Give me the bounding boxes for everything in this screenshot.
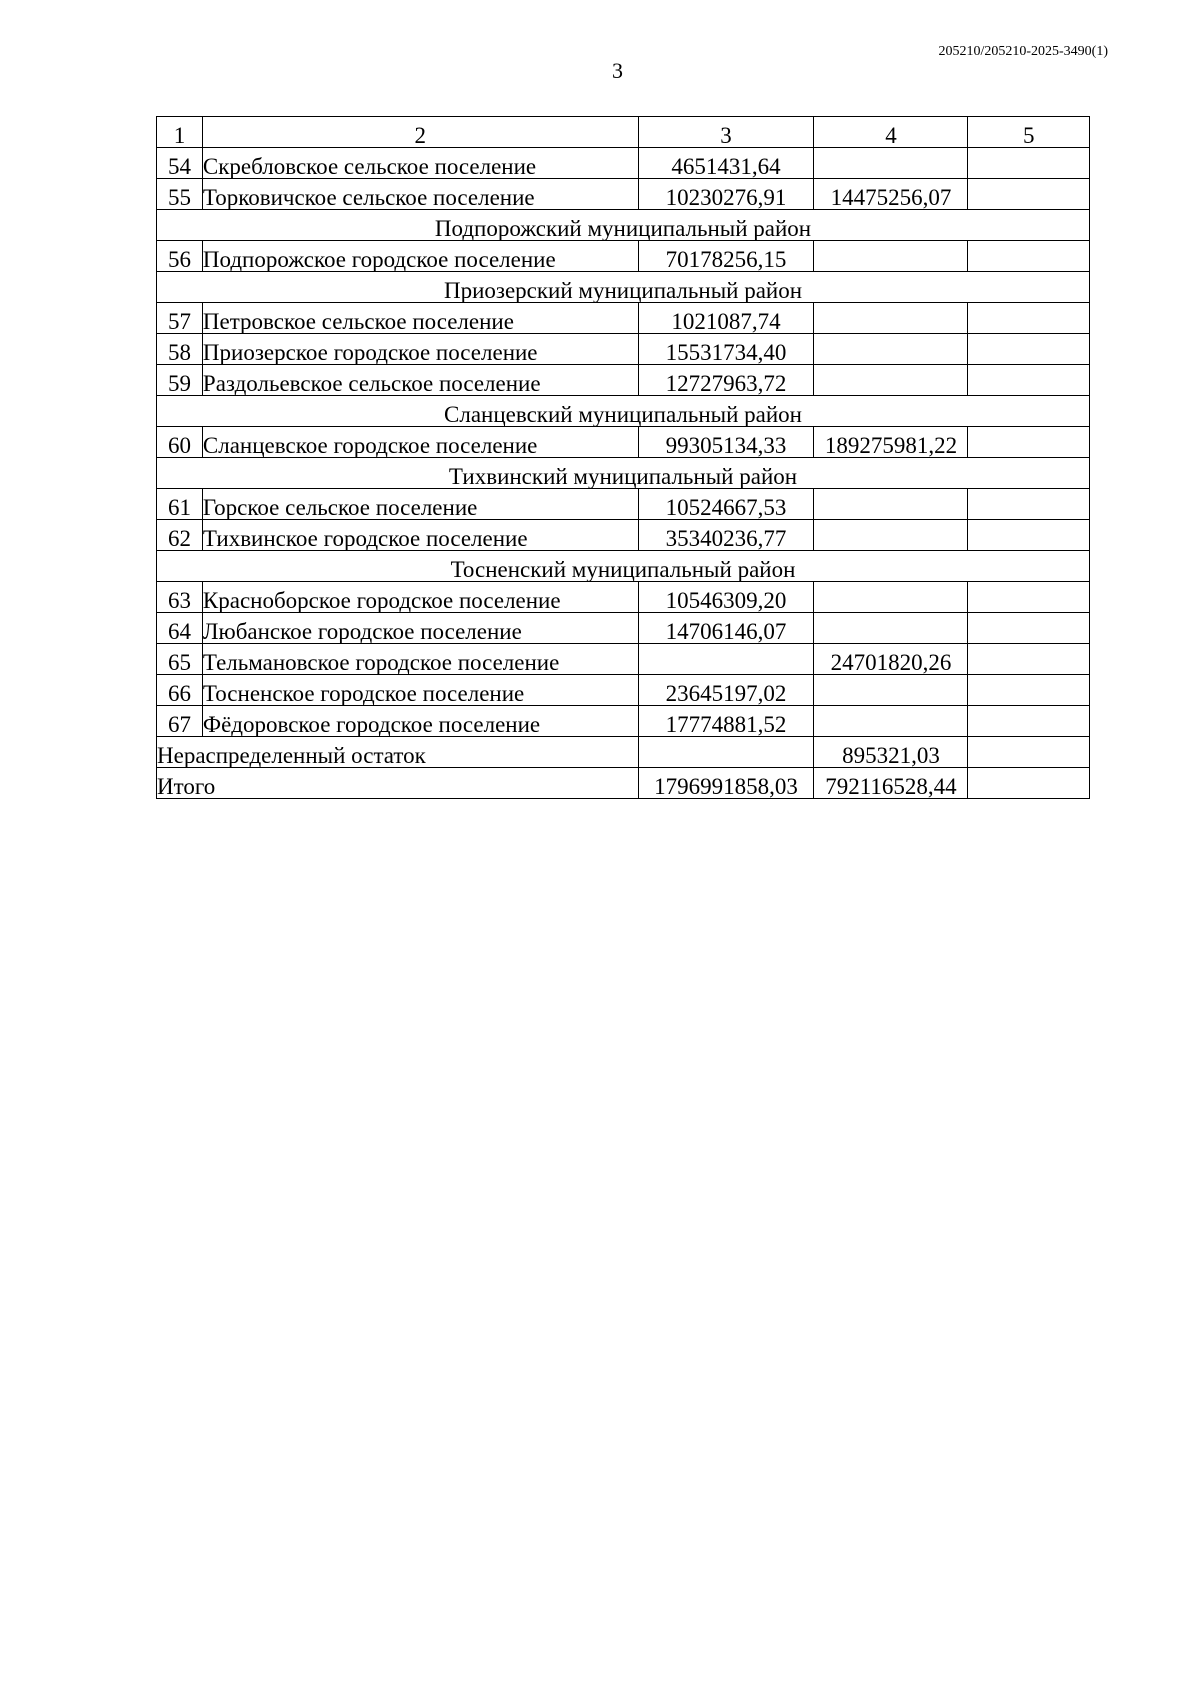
- table-row: [157, 582, 1090, 613]
- col4-value-cell: [814, 706, 968, 737]
- col4-value-cell: [814, 303, 968, 334]
- district-heading-row: [157, 272, 1090, 303]
- row-number-cell: 63: [157, 582, 203, 613]
- settlement-name-cell: Тосненское городское поселение: [202, 675, 638, 706]
- district-heading-row: [157, 458, 1090, 489]
- col5-value-cell: [968, 148, 1090, 179]
- col5-value-cell: [968, 520, 1090, 551]
- district-heading-cell: Тихвинский муниципальный район: [157, 458, 1090, 489]
- settlement-name-cell: Красноборское городское поселение: [202, 582, 638, 613]
- col5-value-cell: [968, 613, 1090, 644]
- settlement-name-cell: Раздольевское сельское поселение: [202, 365, 638, 396]
- header-cell: 5: [968, 117, 1090, 148]
- col5-value-cell: [968, 706, 1090, 737]
- row-number-cell: 54: [157, 148, 203, 179]
- table-row: [157, 241, 1090, 272]
- col4-value-cell: 792116528,44: [814, 768, 968, 799]
- table-row: [157, 365, 1090, 396]
- header-cell: 3: [638, 117, 814, 148]
- col4-value-cell: 895321,03: [814, 737, 968, 768]
- col4-value-cell: 189275981,22: [814, 427, 968, 458]
- settlement-name-cell: Сланцевское городское поселение: [202, 427, 638, 458]
- settlement-name-cell: Подпорожское городское поселение: [202, 241, 638, 272]
- district-heading-row: [157, 551, 1090, 582]
- col4-value-cell: [814, 520, 968, 551]
- row-number-cell: 62: [157, 520, 203, 551]
- summary-label-cell: Нераспределенный остаток: [157, 737, 639, 768]
- table-row: [157, 148, 1090, 179]
- settlement-name-cell: Тельмановское городское поселение: [202, 644, 638, 675]
- col4-value-cell: [814, 675, 968, 706]
- table-row: [157, 179, 1090, 210]
- table-row: [157, 706, 1090, 737]
- settlement-name-cell: Горское сельское поселение: [202, 489, 638, 520]
- table-row: [157, 520, 1090, 551]
- header-cell: 2: [202, 117, 638, 148]
- col5-value-cell: [968, 303, 1090, 334]
- col3-value-cell: 17774881,52: [638, 706, 814, 737]
- col4-value-cell: [814, 241, 968, 272]
- col5-value-cell: [968, 675, 1090, 706]
- col4-value-cell: 24701820,26: [814, 644, 968, 675]
- col3-value-cell: 4651431,64: [638, 148, 814, 179]
- settlement-name-cell: Фёдоровское городское поселение: [202, 706, 638, 737]
- col3-value-cell: 1021087,74: [638, 303, 814, 334]
- district-heading-cell: Подпорожский муниципальный район: [157, 210, 1090, 241]
- settlement-name-cell: Приозерское городское поселение: [202, 334, 638, 365]
- col5-value-cell: [968, 644, 1090, 675]
- row-number-cell: 59: [157, 365, 203, 396]
- col3-value-cell: 10524667,53: [638, 489, 814, 520]
- col3-value-cell: 99305134,33: [638, 427, 814, 458]
- col4-value-cell: [814, 334, 968, 365]
- row-number-cell: 55: [157, 179, 203, 210]
- table-row: [157, 489, 1090, 520]
- table-row: [157, 675, 1090, 706]
- col3-value-cell: 14706146,07: [638, 613, 814, 644]
- col3-value-cell: 1796991858,03: [638, 768, 814, 799]
- col4-value-cell: [814, 613, 968, 644]
- col4-value-cell: [814, 148, 968, 179]
- row-number-cell: 67: [157, 706, 203, 737]
- row-number-cell: 61: [157, 489, 203, 520]
- col5-value-cell: [968, 582, 1090, 613]
- district-heading-cell: Тосненский муниципальный район: [157, 551, 1090, 582]
- table-row: [157, 644, 1090, 675]
- summary-row: [157, 737, 1090, 768]
- settlement-name-cell: Скребловское сельское поселение: [202, 148, 638, 179]
- summary-row: [157, 768, 1090, 799]
- row-number-cell: 66: [157, 675, 203, 706]
- row-number-cell: 56: [157, 241, 203, 272]
- document-id: 205210/205210-2025-3490(1): [938, 44, 1108, 59]
- row-number-cell: 58: [157, 334, 203, 365]
- table-header-row: [157, 117, 1090, 148]
- page-number: 3: [612, 58, 623, 83]
- col3-value-cell: 10230276,91: [638, 179, 814, 210]
- table-row: [157, 427, 1090, 458]
- col3-value-cell: 35340236,77: [638, 520, 814, 551]
- col5-value-cell: [968, 768, 1090, 799]
- settlement-name-cell: Торковичское сельское поселение: [202, 179, 638, 210]
- col5-value-cell: [968, 241, 1090, 272]
- settlement-name-cell: Тихвинское городское поселение: [202, 520, 638, 551]
- district-heading-cell: Сланцевский муниципальный район: [157, 396, 1090, 427]
- table-row: [157, 303, 1090, 334]
- col3-value-cell: 70178256,15: [638, 241, 814, 272]
- district-heading-cell: Приозерский муниципальный район: [157, 272, 1090, 303]
- col4-value-cell: 14475256,07: [814, 179, 968, 210]
- col3-value-cell: 12727963,72: [638, 365, 814, 396]
- row-number-cell: 60: [157, 427, 203, 458]
- allocation-table: [156, 116, 1090, 799]
- header-cell: 4: [814, 117, 968, 148]
- col5-value-cell: [968, 427, 1090, 458]
- summary-label-cell: Итого: [157, 768, 639, 799]
- settlement-name-cell: Любанское городское поселение: [202, 613, 638, 644]
- settlement-name-cell: Петровское сельское поселение: [202, 303, 638, 334]
- col3-value-cell: 23645197,02: [638, 675, 814, 706]
- header-cell: 1: [157, 117, 203, 148]
- col5-value-cell: [968, 365, 1090, 396]
- row-number-cell: 57: [157, 303, 203, 334]
- col4-value-cell: [814, 582, 968, 613]
- table-row: [157, 334, 1090, 365]
- col5-value-cell: [968, 334, 1090, 365]
- col3-value-cell: [638, 644, 814, 675]
- table-row: [157, 613, 1090, 644]
- col5-value-cell: [968, 179, 1090, 210]
- district-heading-row: [157, 210, 1090, 241]
- col3-value-cell: [638, 737, 814, 768]
- col3-value-cell: 10546309,20: [638, 582, 814, 613]
- col4-value-cell: [814, 489, 968, 520]
- col4-value-cell: [814, 365, 968, 396]
- col3-value-cell: 15531734,40: [638, 334, 814, 365]
- row-number-cell: 65: [157, 644, 203, 675]
- col5-value-cell: [968, 737, 1090, 768]
- row-number-cell: 64: [157, 613, 203, 644]
- col5-value-cell: [968, 489, 1090, 520]
- district-heading-row: [157, 396, 1090, 427]
